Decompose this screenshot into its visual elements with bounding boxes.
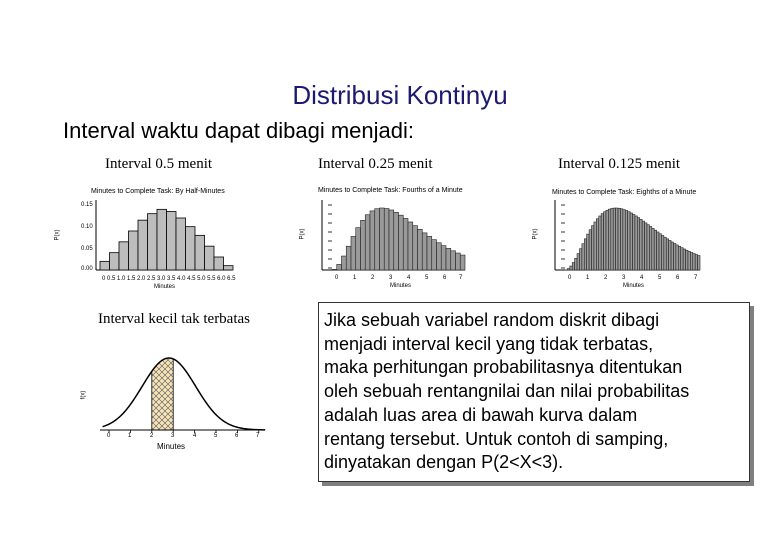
label-infinite: Interval kecil tak terbatas [98,311,251,327]
bar-quarter-9 [375,209,380,270]
bar-quarter-7 [365,215,370,270]
page-title: Distribusi Kontinyu [292,80,508,110]
y-tick-half-0: 0.15 [81,202,93,208]
chart-title-eighth: Minutes to Complete Task: Eighths of a Minute [552,189,697,196]
bar-half-2 [119,242,129,270]
bar-eighth-22 [618,208,620,270]
bar-eighth-51 [688,251,690,270]
bar-eighth-16 [604,212,606,270]
bar-quarter-24 [446,248,451,270]
bar-eighth-39 [659,234,661,270]
x-tick-eighth-0: 0 [568,275,572,281]
bar-eighth-37 [654,230,656,270]
bar-half-13 [224,266,234,270]
bar-half-8 [176,218,186,270]
bar-eighth-11 [592,226,594,270]
x-ticks-half: 0 0.5 1.0 1.5 2.0 2.5 3.0 3.5 4.0 4.5 5.0 5.5 6.0 6.5 [102,276,236,282]
bar-eighth-18 [608,209,610,270]
bar-quarter-21 [432,240,437,270]
x-label-infinite: Minutes [157,442,186,451]
x-tick-eighth-5: 5 [658,275,662,281]
bar-half-12 [214,257,224,270]
bar-eighth-38 [657,232,659,270]
label-half-minute: Interval 0.5 menit [105,156,213,172]
bar-eighth-24 [623,210,625,270]
bar-eighth-36 [652,228,654,270]
bar-eighth-50 [686,250,688,270]
x-tick-quarter-6: 6 [443,275,447,281]
bar-eighth-21 [616,208,618,270]
bar-eighth-41 [664,237,666,270]
bar-quarter-27 [460,255,465,270]
bar-eighth-49 [683,249,685,270]
bar-eighth-46 [676,245,678,270]
bar-eighth-5 [577,254,579,270]
bar-eighth-14 [599,216,601,270]
bar-eighth-55 [698,256,700,270]
x-tick-eighth-2: 2 [604,275,608,281]
bar-half-10 [195,235,205,270]
bar-eighth-40 [661,236,663,270]
bar-eighth-27 [630,213,632,270]
x-label-half: Minutes [154,284,176,290]
bar-quarter-20 [427,236,432,270]
x-tick-inf-3: 3 [171,433,175,439]
y-label-infinite: f(x) [80,390,87,400]
bar-half-0 [100,261,110,270]
bar-eighth-23 [620,209,622,270]
bar-eighth-45 [673,244,675,270]
x-tick-quarter-5: 5 [425,275,429,281]
bar-eighth-25 [625,211,627,270]
y-label-half: P(x) [54,229,61,241]
bar-half-7 [167,212,177,271]
x-tick-eighth-1: 1 [586,275,590,281]
bars-quarter [332,208,465,270]
bar-quarter-3 [346,246,351,270]
bar-quarter-26 [456,253,461,270]
bar-quarter-17 [413,226,418,270]
bar-quarter-5 [356,228,361,270]
chart-title-half: Minutes to Complete Task: By Half-Minutes [91,188,225,195]
bar-quarter-10 [380,208,385,270]
bar-eighth-30 [637,218,639,270]
bar-quarter-23 [441,246,446,270]
bar-eighth-3 [572,263,574,270]
explanation-line-5: adalah luas area di bawah kurva dalam [324,404,638,425]
explanation-box [318,302,750,482]
bar-half-6 [157,209,167,270]
bar-half-11 [205,246,215,270]
bar-quarter-0 [332,269,337,270]
explanation-line-1: Jika sebuah variabel random diskrit dibagi [324,310,660,330]
explanation-line-2: menjadi interval kecil yang tidak terbatas, [324,333,654,354]
bar-quarter-22 [437,243,442,270]
x-tick-eighth-6: 6 [676,275,680,281]
x-label-quarter: Minutes [390,283,412,289]
bars-half [100,209,233,270]
density-line [103,358,266,430]
bar-half-4 [138,220,148,270]
y-tick-half-1: 0.10 [81,224,93,230]
y-ticks-eighth [561,205,565,268]
bar-eighth-20 [613,208,615,270]
bar-eighth-43 [669,240,671,270]
bar-quarter-4 [351,236,356,270]
bar-eighth-48 [681,248,683,270]
bars-eighth [565,208,700,270]
shaded-area [152,358,173,430]
bar-quarter-11 [384,209,389,270]
bar-eighth-42 [666,239,668,270]
bar-eighth-8 [584,239,586,270]
bar-quarter-12 [389,210,394,270]
y-label-quarter: P(x) [299,228,306,240]
bar-quarter-15 [403,218,408,270]
label-eighth-minute: Interval 0.125 menit [558,156,681,172]
bar-eighth-10 [589,230,591,270]
x-label-eighth: Minutes [623,283,645,289]
x-tick-quarter-4: 4 [407,275,411,281]
bar-quarter-14 [399,215,404,270]
bar-eighth-4 [575,258,577,270]
bar-eighth-1 [567,269,569,270]
bar-quarter-13 [394,212,399,270]
bar-eighth-15 [601,214,603,270]
bar-quarter-8 [370,211,375,270]
x-tick-eighth-7: 7 [694,275,698,281]
bar-eighth-12 [594,222,596,270]
page-subtitle: Interval waktu dapat dibagi menjadi: [63,118,414,143]
bar-eighth-32 [642,221,644,270]
bar-eighth-28 [633,214,635,270]
x-tick-inf-4: 4 [193,433,197,439]
bar-quarter-18 [418,229,423,270]
y-ticks-quarter [328,205,332,268]
bar-eighth-44 [671,242,673,270]
x-tick-inf-0: 0 [107,433,111,439]
explanation-line-4: oleh sebuah rentangnilai dan nilai probabilitas [324,381,690,402]
bar-half-1 [110,253,120,270]
bar-eighth-35 [649,227,651,270]
bar-half-9 [186,227,196,270]
explanation-line-3: maka perhitungan probabilitasnya ditentukan [324,357,683,378]
bar-eighth-29 [635,216,637,270]
bar-eighth-54 [695,255,697,270]
x-tick-inf-7: 7 [256,433,260,439]
x-tick-quarter-0: 0 [335,275,339,281]
bar-eighth-53 [693,254,695,270]
x-tick-quarter-1: 1 [353,275,357,281]
chart-title-quarter: Minutes to Complete Task: Fourths of a Minute [318,187,463,194]
bar-quarter-16 [408,222,413,270]
bar-quarter-1 [337,264,342,270]
bar-quarter-2 [342,256,347,270]
explanation-line-6: rentang tersebut. Untuk contoh di samping, [324,428,669,449]
y-label-eighth: P(x) [532,228,539,240]
density-curve [103,358,266,433]
bar-eighth-9 [587,234,589,270]
bar-eighth-26 [628,212,630,270]
bar-eighth-47 [678,246,680,270]
bar-quarter-19 [422,233,427,270]
x-tick-inf-1: 1 [128,433,132,439]
bar-half-3 [129,231,139,270]
bar-eighth-31 [640,219,642,270]
bar-quarter-25 [451,251,456,270]
bar-eighth-2 [570,266,572,270]
x-tick-quarter-2: 2 [371,275,375,281]
bar-eighth-7 [582,244,584,270]
bar-eighth-19 [611,208,613,270]
bar-eighth-13 [596,219,598,270]
explanation-line-7: dinyatakan dengan P(2<X<3). [324,452,564,473]
x-tick-eighth-4: 4 [640,275,644,281]
x-tick-quarter-3: 3 [389,275,393,281]
bar-eighth-52 [690,253,692,270]
bar-eighth-17 [606,210,608,270]
bar-half-5 [148,214,158,270]
bar-quarter-6 [361,220,366,270]
x-tick-eighth-3: 3 [622,275,626,281]
x-tick-inf-5: 5 [214,433,218,439]
x-tick-inf-6: 6 [235,433,239,439]
bar-eighth-33 [645,223,647,270]
y-tick-half-3: 0.00 [81,266,93,272]
bar-eighth-6 [579,249,581,270]
x-tick-inf-2: 2 [150,433,154,439]
bar-eighth-34 [647,225,649,270]
label-quarter-minute: Interval 0.25 menit [318,156,433,172]
y-tick-half-2: 0.05 [81,246,93,252]
x-tick-quarter-7: 7 [459,275,463,281]
